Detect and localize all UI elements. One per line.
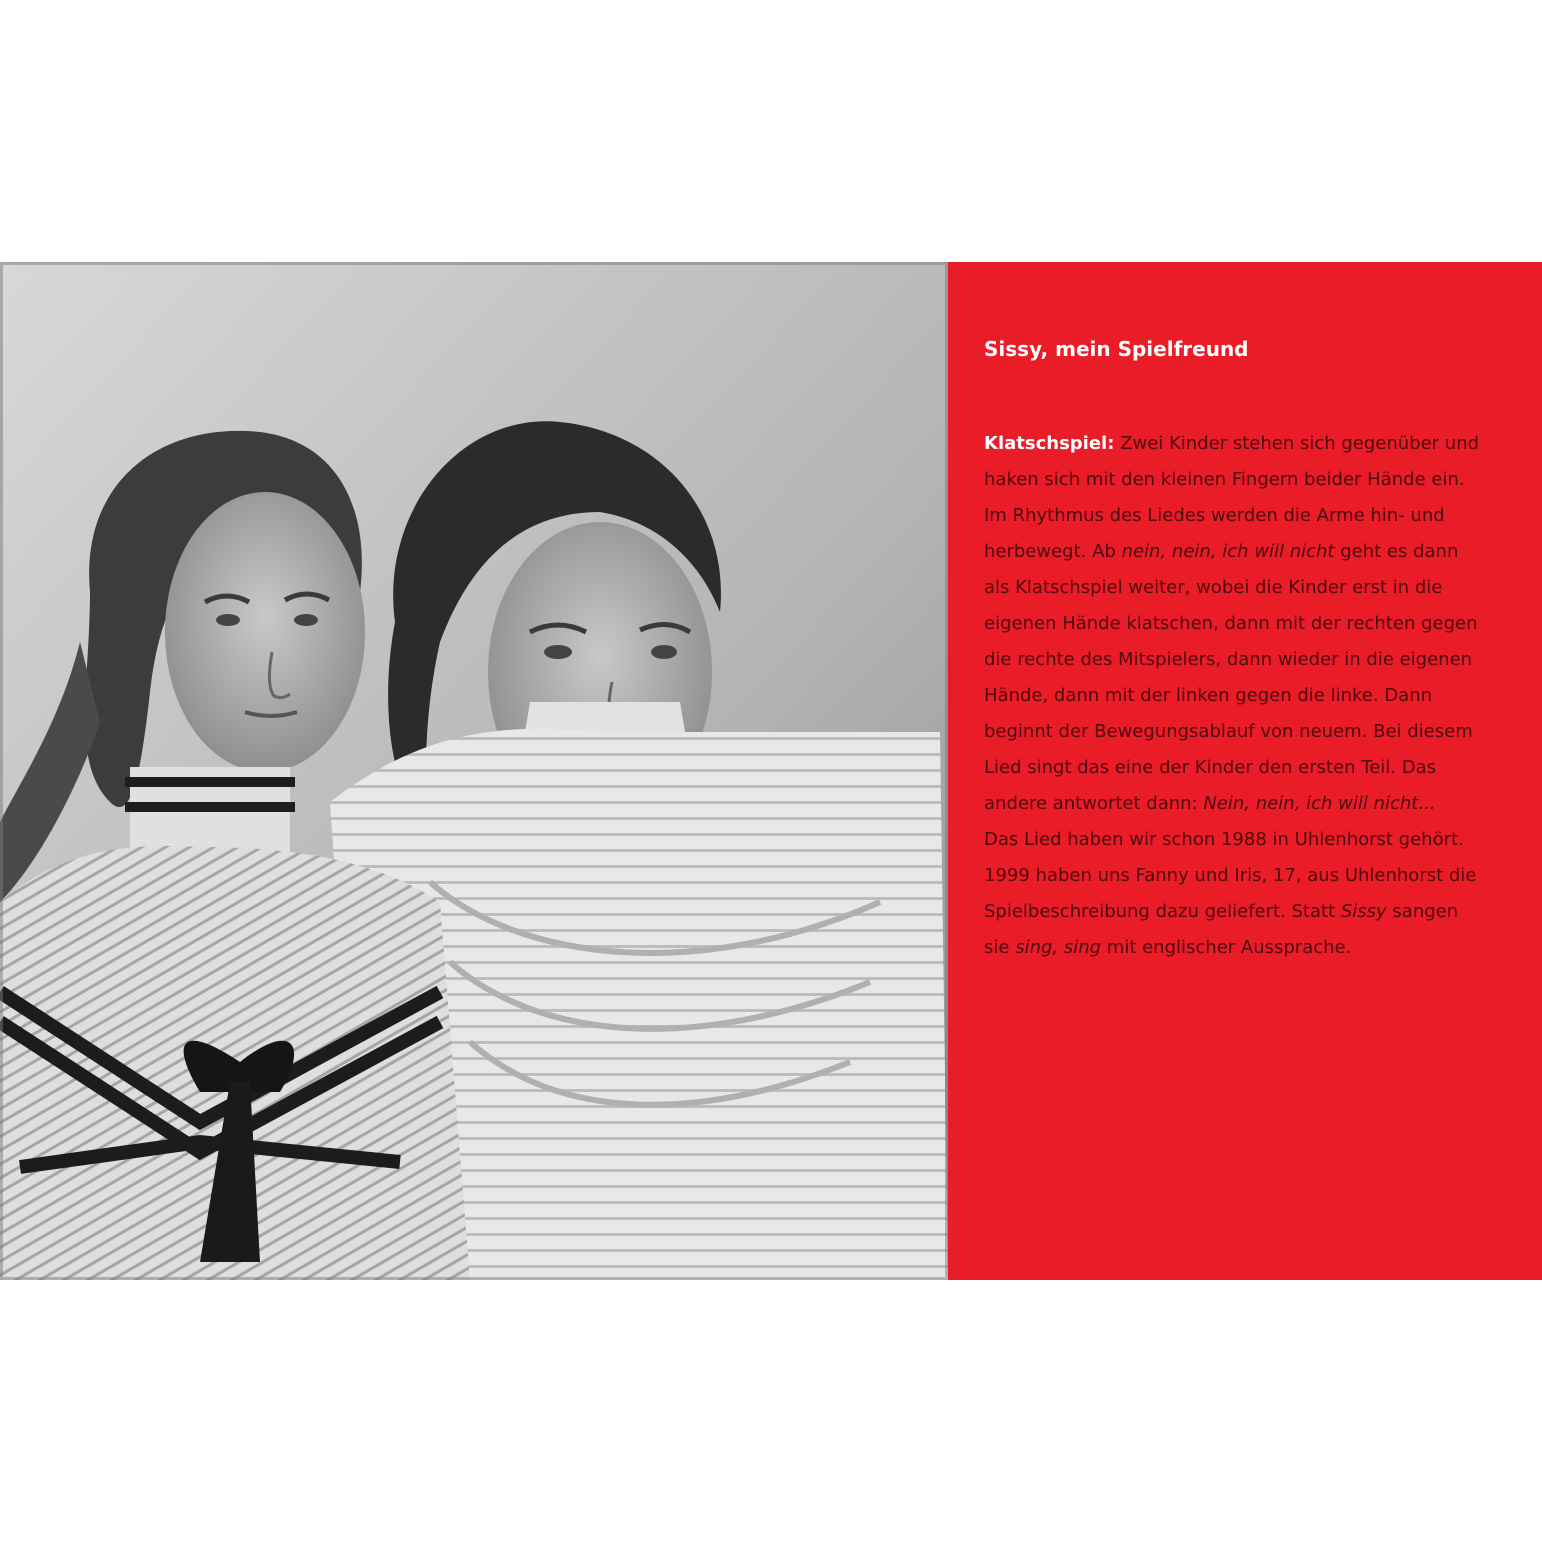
lyric-quote: sing, sing [1015, 937, 1102, 958]
description-text: Zwei Kinder stehen sich gegenüber und haken sich mit den kleinen Fingern beider Hände ein. Im Rhythmus des Liedes werden die Arme hin- und herbewegt. Ab [984, 433, 1480, 562]
page-spread [0, 262, 1542, 1280]
lyric-quote: Sissy [1340, 901, 1387, 922]
portrait-illustration [0, 262, 948, 1280]
description-text: geht es dann als Klatschspiel weiter, wobei die Kinder erst in die eigenen Hände klatschen, dann mit der rechten gegen die rechte des Mitspielers, dann wieder in die eigenen Hände, dann mit der linken gegen die linke. Dann beginnt der Bewegungsablauf von neuem. Bei diesem Lied singt das eine der Kinder den ersten Teil. Das andere antwortet dann: [984, 541, 1478, 814]
text-panel [948, 262, 1542, 1280]
source-text: Das Lied haben wir schon 1988 in Uhlenhorst gehört. 1999 haben uns Fanny und Iris, 17, aus Uhlenhorst die Spielbeschreibung dazu geliefert. Statt [984, 829, 1477, 922]
historical-photograph [0, 262, 948, 1280]
page-title: Sissy, mein Spielfreund [984, 337, 1249, 361]
lyric-quote: nein, nein, ich will nicht [1121, 541, 1335, 562]
description-lead: Klatschspiel: [984, 433, 1115, 454]
source-text: mit englischer Aussprache. [1101, 937, 1352, 958]
source-note [984, 822, 1482, 966]
source-text: sangen sie [984, 901, 1459, 958]
game-description [984, 426, 1482, 822]
lyric-quote: Nein, nein, ich will nicht... [1203, 793, 1436, 814]
